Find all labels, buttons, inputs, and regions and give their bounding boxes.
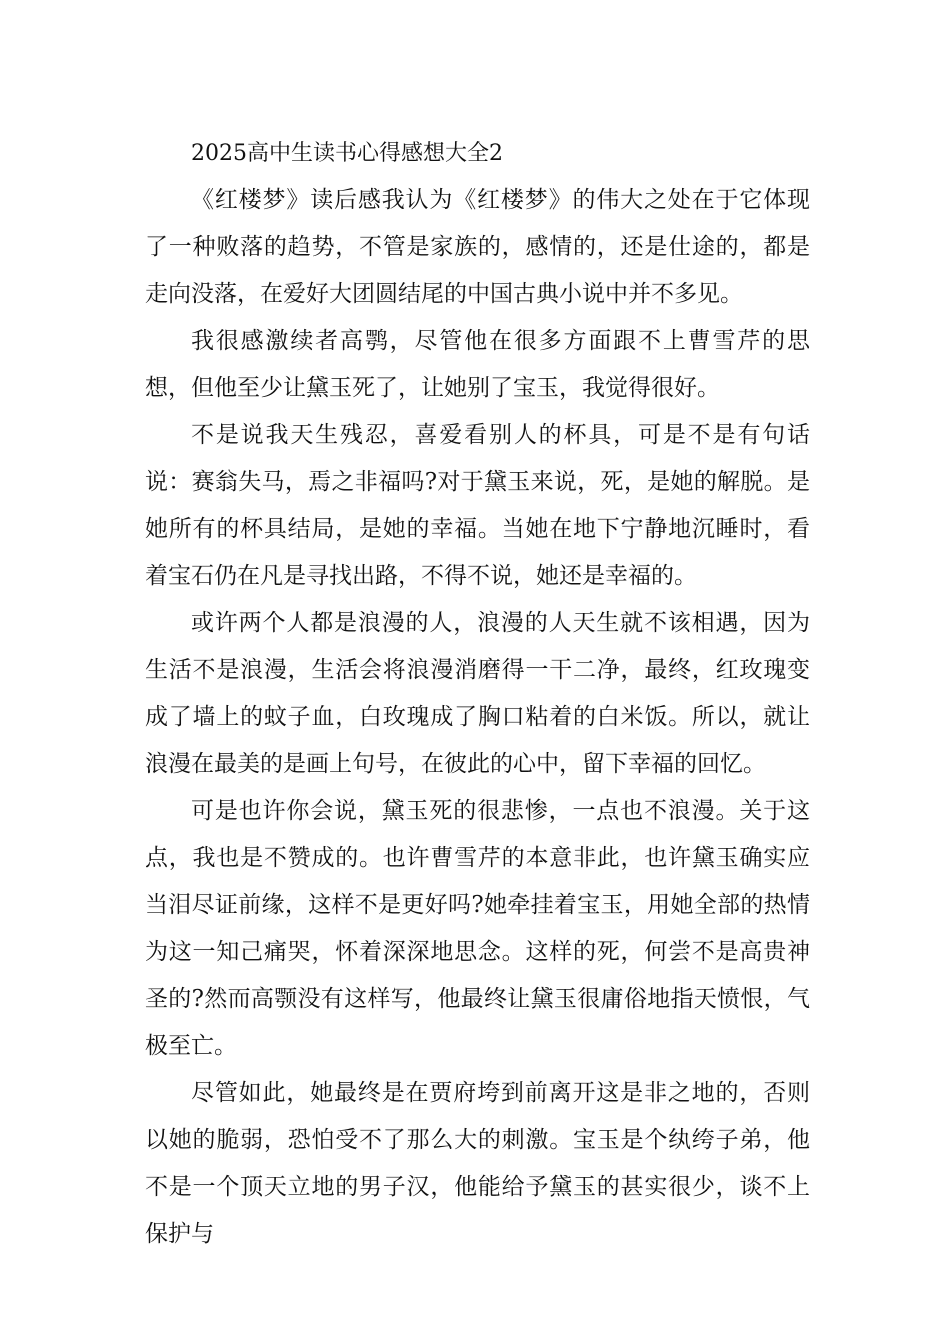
paragraph-1: 《红楼梦》读后感我认为《红楼梦》的伟大之处在于它体现了一种败落的趋势，不管是家族的，感情的，还是仕途的，都是走向没落，在爱好大团圆结尾的中国古典小说中并不多见。	[145, 187, 810, 307]
paragraph-5: 可是也许你会说，黛玉死的很悲惨，一点也不浪漫。关于这点，我也是不赞成的。也许曹雪芹的本意非此，也许黛玉确实应当泪尽证前缘，这样不是更好吗?她牵挂着宝玉，用她全部的热情为这一知己痛哭，怀着深深地思念。这样的死，何尝不是高贵神圣的?然而高颚没有这样写，他最终让黛玉很庸俗地指天愤恨，气极至亡。	[145, 798, 810, 1059]
paragraph-4: 或许两个人都是浪漫的人，浪漫的人天生就不该相遇，因为生活不是浪漫，生活会将浪漫消磨得一干二净，最终，红玫瑰变成了墙上的蚊子血，白玫瑰成了胸口粘着的白米饭。所以，就让浪漫在最美的是画上句号，在彼此的心中，留下幸福的回忆。	[145, 610, 810, 777]
paragraph-3: 不是说我天生残忍，喜爱看别人的杯具，可是不是有句话说：赛翁失马，焉之非福吗?对于黛玉来说，死，是她的解脱。是她所有的杯具结局，是她的幸福。当她在地下宁静地沉睡时，看着宝石仍在凡是寻找出路，不得不说，她还是幸福的。	[145, 422, 810, 589]
document-body	[145, 130, 810, 1258]
paragraph-6: 尽管如此，她最终是在贾府垮到前离开这是非之地的，否则以她的脆弱，恐怕受不了那么大的刺激。宝玉是个纨绔子弟，他不是一个顶天立地的男子汉，他能给予黛玉的甚实很少，谈不上保护与	[145, 1080, 810, 1247]
paragraph-2: 我很感激续者高鹗，尽管他在很多方面跟不上曹雪芹的思想，但他至少让黛玉死了，让她别了宝玉，我觉得很好。	[145, 328, 810, 401]
document-title: 2025高中生读书心得感想大全2	[191, 141, 503, 166]
